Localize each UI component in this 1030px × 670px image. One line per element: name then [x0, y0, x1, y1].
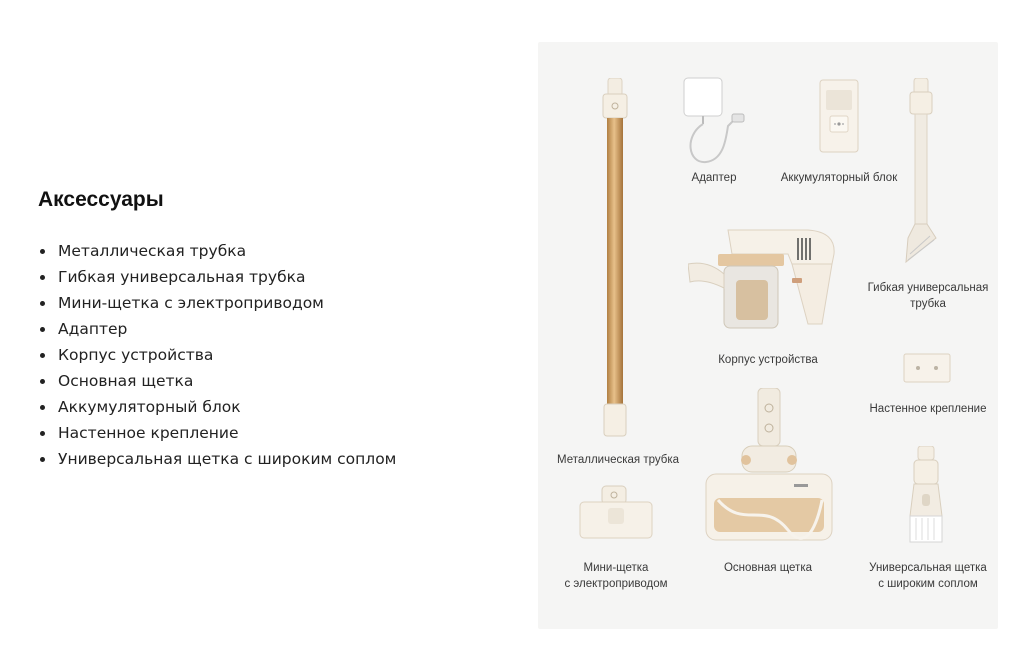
wall-mount-caption: Настенное крепление: [869, 403, 987, 415]
wide-nozzle-caption-line2: с широким соплом: [878, 578, 978, 590]
mini-brush-caption-line2: с электроприводом: [564, 578, 668, 590]
flexible-tube-caption-line2: трубка: [910, 298, 946, 310]
list-item: Металлическая трубка: [38, 238, 396, 264]
section-title: Аксессуары: [38, 188, 164, 211]
main-brush-image: [704, 388, 834, 544]
battery-caption: Аккумуляторный блок: [780, 172, 898, 184]
accessories-illustration-panel: [538, 42, 998, 629]
flexible-tube-caption: [860, 280, 996, 312]
flexible-tube-caption-line1: Гибкая универсальная: [867, 282, 989, 294]
battery-pack-image: [816, 78, 862, 154]
list-item: Мини-щетка с электроприводом: [38, 290, 396, 316]
list-item: Адаптер: [38, 316, 396, 342]
adapter-caption: Адаптер: [691, 172, 737, 184]
list-item: Корпус устройства: [38, 342, 396, 368]
metal-tube-caption: Металлическая трубка: [556, 454, 680, 466]
list-item: Универсальная щетка с широким соплом: [38, 446, 396, 472]
mini-brush-image: [578, 484, 654, 540]
wide-nozzle-caption-line1: Универсальная щетка: [869, 562, 987, 574]
adapter-image: [676, 76, 752, 168]
device-body-caption: Корпус устройства: [718, 354, 818, 366]
flexible-tube-image: [904, 78, 940, 264]
accessories-list: [38, 238, 396, 472]
main-brush-caption: Основная щетка: [723, 562, 812, 574]
list-item: Гибкая универсальная трубка: [38, 264, 396, 290]
list-item: Аккумуляторный блок: [38, 394, 396, 420]
wall-mount-image: [902, 352, 952, 384]
wide-nozzle-brush-image: [906, 446, 946, 546]
list-item: Основная щетка: [38, 368, 396, 394]
list-item: Настенное крепление: [38, 420, 396, 446]
device-body-image: [688, 224, 848, 336]
metal-tube-image: [598, 78, 632, 438]
wide-nozzle-brush-caption: [856, 560, 998, 592]
mini-brush-caption: [546, 560, 686, 592]
mini-brush-caption-line1: Мини-щетка: [583, 562, 649, 574]
